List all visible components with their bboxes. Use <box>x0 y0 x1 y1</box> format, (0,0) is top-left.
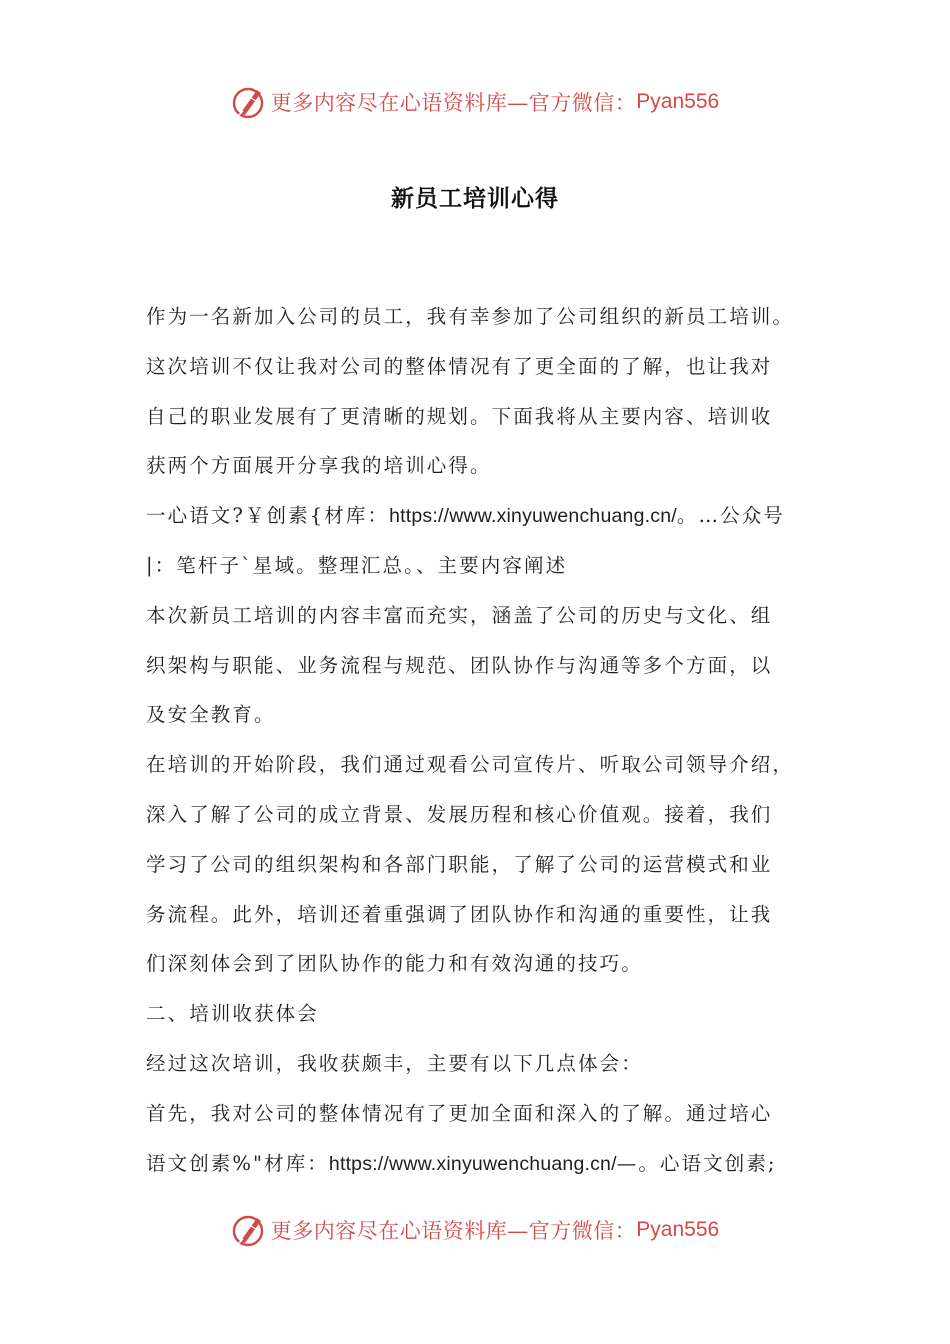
banner-wechat-id: Pyan556 <box>636 1218 720 1241</box>
body-line: 们深刻体会到了团队协作的能力和有效沟通的技巧。 <box>146 952 643 976</box>
quill-logo-icon <box>231 1212 267 1248</box>
body-line: 学习了公司的组织架构和各部门职能，了解了公司的运营模式和业 <box>146 852 773 876</box>
banner-text: 更多内容尽在心语资料库—官方微信： <box>270 91 637 115</box>
body-url: https://www.xinyuwenchuang.cn/ <box>328 1152 617 1175</box>
body-line: 深入了解了公司的成立背景、发展历程和核心价值观。接着，我们 <box>146 802 773 826</box>
body-text-segment: —。心语文创素; <box>616 1151 777 1175</box>
body-line <box>146 1139 836 1189</box>
body-url: https://www.xinyuwenchuang.cn/ <box>389 505 677 528</box>
body-text-segment: 。…公众号 <box>676 504 785 528</box>
body-text-segment: 一心语文?￥创素{材库： <box>146 504 390 528</box>
body-line: 经过这次培训，我收获颇丰，主要有以下几点体会： <box>146 1051 643 1075</box>
body-line: 在培训的开始阶段，我们通过观看公司宣传片、听取公司领导介绍， <box>146 753 795 777</box>
banner-text: 更多内容尽在心语资料库—官方微信： <box>270 1219 637 1243</box>
body-line: |：笔杆子`星域。整理汇总。、主要内容阐述 <box>146 553 568 577</box>
body-line: 本次新员工培训的内容丰富而充实，涵盖了公司的历史与文化、组 <box>146 603 773 627</box>
body-line: 织架构与职能、业务流程与规范、团队协作与沟通等多个方面，以 <box>146 653 773 677</box>
banner-wechat-id: Pyan556 <box>636 90 720 113</box>
footer-banner <box>0 1210 950 1250</box>
document-title: 新员工培训心得 <box>391 185 559 212</box>
section-heading: 二、培训收获体会 <box>146 1002 319 1026</box>
body-line: 作为一名新加入公司的员工，我有幸参加了公司组织的新员工培训。 <box>146 305 795 328</box>
body-line: 这次培训不仅让我对公司的整体情况有了更全面的了解，也让我对 <box>146 354 773 378</box>
quill-logo-icon <box>231 84 267 120</box>
document-body <box>146 292 836 1188</box>
body-line <box>146 491 836 541</box>
header-banner <box>0 82 950 122</box>
body-text-segment: 语文创素%"材库： <box>146 1151 329 1175</box>
body-line: 获两个方面展开分享我的培训心得。 <box>146 454 492 478</box>
body-line: 务流程。此外，培训还着重强调了团队协作和沟通的重要性，让我 <box>146 902 773 926</box>
body-line: 及安全教育。 <box>146 703 276 727</box>
body-line: 首先，我对公司的整体情况有了更加全面和深入的了解。通过培心 <box>146 1101 773 1125</box>
body-line: 自己的职业发展有了更清晰的规划。下面我将从主要内容、培训收 <box>146 404 773 428</box>
